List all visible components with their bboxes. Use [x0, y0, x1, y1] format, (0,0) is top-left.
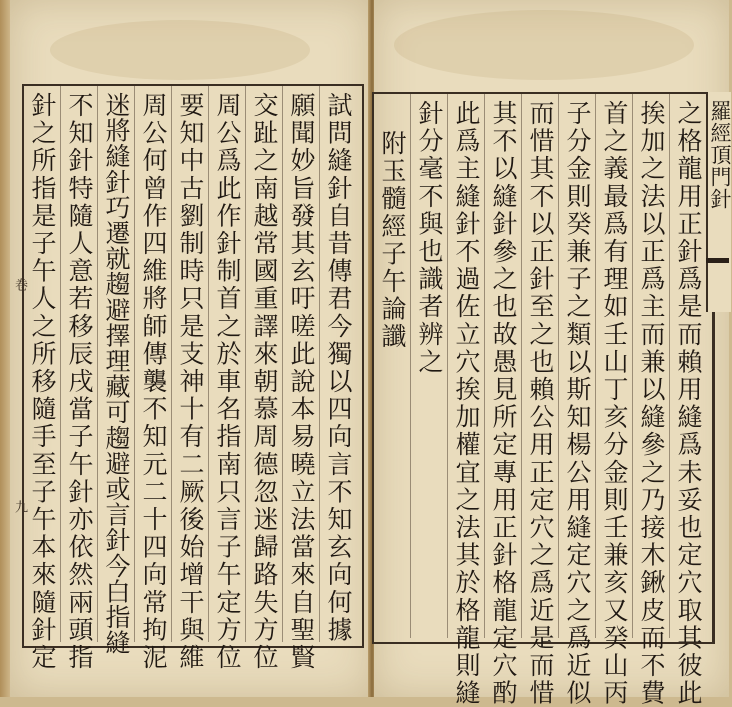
text-column: 其不以縫針參之也故愚見所定專用正針格龍定穴酌: [489, 100, 518, 707]
column-rule: [410, 94, 411, 638]
text-column: 試問縫針自昔傳君今獨以四向言不知玄向何據: [324, 92, 353, 644]
text-column: 周公爲此作針制首之於車名指南只言子午定方位: [213, 92, 242, 672]
text-column: 願聞妙旨發其玄吁嗟此說本易曉立法當來自聖賢: [287, 92, 316, 672]
text-column: 要知中古劉制時只是支神十有二厥後始增干與維: [176, 92, 205, 672]
column-rule: [319, 86, 320, 642]
column-rule: [558, 94, 559, 638]
column-rule: [208, 86, 209, 642]
fishtail-mark: [706, 258, 729, 273]
text-column: 首之義最爲有理如壬山丁亥分金則壬兼亥又癸山丙: [600, 100, 629, 707]
text-column: 而惜其不以正針至之也賴公用正定穴之爲近是而惜: [526, 100, 555, 707]
text-column: 子分金則癸兼子之類以斯知楊公用縫定穴之爲近似: [563, 100, 592, 707]
column-rule: [595, 94, 596, 638]
book-title: 羅經頂門針: [708, 100, 732, 210]
appendix-title: 附玉髓經子午論讖: [378, 130, 407, 351]
page-number: 九: [12, 500, 27, 513]
column-rule: [521, 94, 522, 638]
text-column: 迷將縫針巧遷就趨避擇理藏可趨避或言針今白指縫: [102, 92, 131, 656]
column-rule: [134, 86, 135, 642]
column-rule: [282, 86, 283, 642]
text-column: 挨加之法以正爲主而兼以縫參之乃接木鍬皮而不費: [637, 100, 666, 707]
text-column: 周公何曾作四維將師傳襲不知元二十四向常拘泥: [139, 92, 168, 672]
column-rule: [632, 94, 633, 638]
column-rule: [97, 86, 98, 642]
text-column: 交趾之南越常國重譯來朝慕周德忽迷歸路失方位: [250, 92, 279, 672]
column-rule: [171, 86, 172, 642]
text-column: 針分毫不與也識者辨之: [415, 100, 444, 376]
header-banner: [706, 92, 731, 312]
paper-stain: [394, 10, 694, 80]
column-rule: [245, 86, 246, 642]
column-rule: [484, 94, 485, 638]
paper-stain: [50, 20, 310, 80]
column-rule: [447, 94, 448, 638]
volume-mark: 卷: [12, 278, 27, 291]
column-rule: [60, 86, 61, 642]
text-column: 不知針特隨人意若移辰戌當子午針亦依然兩頭指: [65, 92, 94, 672]
text-column: 此爲主縫針不過佐立穴挨加權宜之法其於格龍則縫: [452, 100, 481, 707]
text-column: 針之所指是子午人之所移隨手至子午本來隨針定: [28, 92, 57, 672]
column-rule: [669, 94, 670, 638]
text-column: 之格龍用正針爲是而賴用縫爲未妥也定穴取其彼此: [674, 100, 703, 707]
